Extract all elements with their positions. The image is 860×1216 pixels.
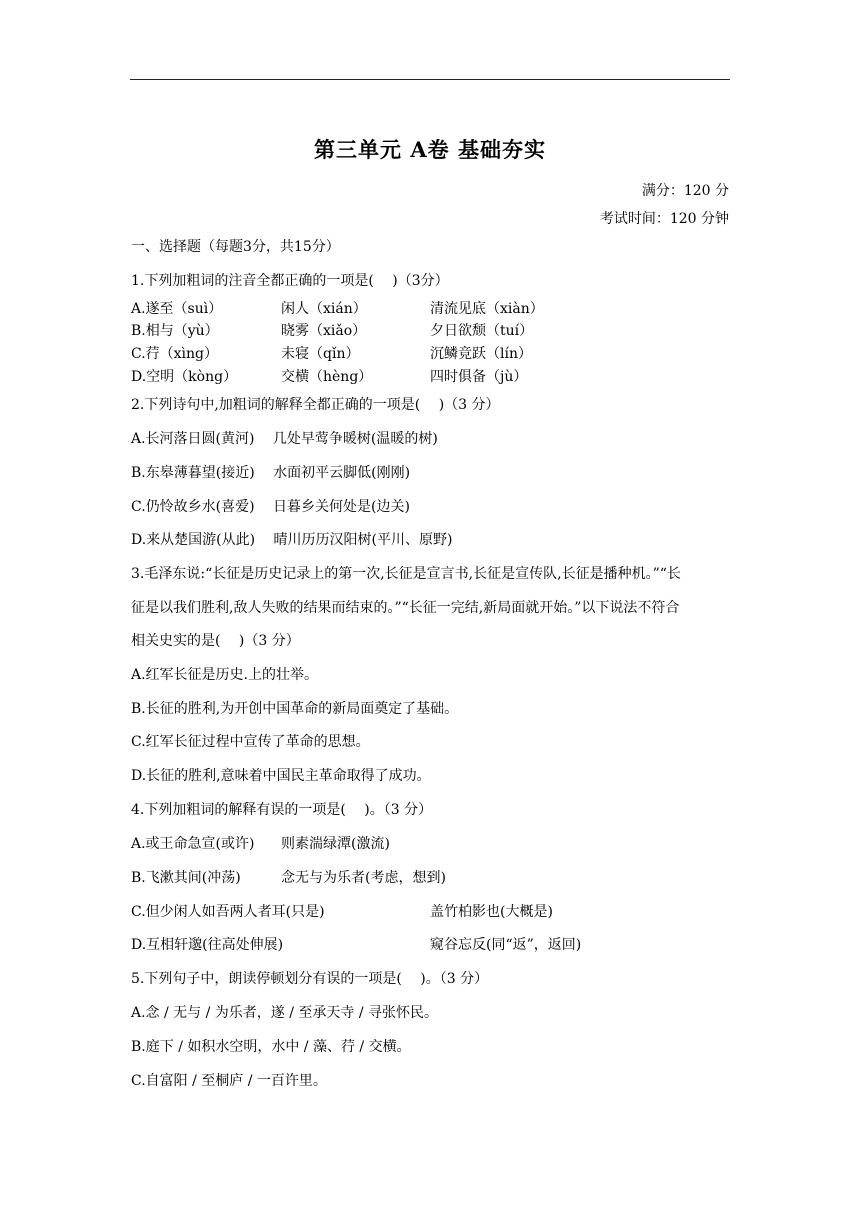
q3-stem-line-2: 征是以我们胜利,敌人失败的结果而结束的。”“长征一完结,新局面就开始。”以下说法不符合	[131, 600, 680, 616]
q4-b-1: B.飞漱其间(冲荡)	[131, 870, 241, 886]
q4-c-1: C.但少闲人如吾两人者耳(只是)	[131, 904, 325, 920]
q4-a-1: A.或王命急宣(或许)	[131, 836, 255, 852]
top-rule	[130, 79, 730, 80]
page-title: 第三单元 A卷 基础夯实	[314, 137, 546, 162]
section-heading: 一、选择题（每题3分，共15分）	[131, 239, 340, 255]
q3-option-a: A.红军长征是历史.上的壮举。	[131, 667, 319, 683]
q1-d-3: 四时俱备（jù）	[430, 369, 528, 385]
exam-time: 考试时间：120 分钟	[599, 211, 729, 227]
q3-stem-line-1: 3.毛泽东说:“长征是历史记录上的第一次,长征是宣言书,长征是宣传队,长征是播种机。”“长	[131, 566, 681, 582]
q1-b-2: 晓雾（xiǎo）	[281, 323, 367, 339]
q5-stem: 5.下列句子中，朗读停顿划分有误的一项是( )。（3 分）	[131, 971, 489, 987]
q1-c-1: C.荇（xìng）	[131, 346, 219, 362]
q2-option-a: A.长河落日圆(黄河) 几处早莺争暖树(温暖的树)	[131, 431, 438, 447]
q2-option-b: B.东皋薄暮望(接近) 水面初平云脚低(刚刚)	[131, 465, 411, 481]
q5-option-b: B.庭下 / 如积水空明，水中 / 藻、荇 / 交横。	[131, 1039, 411, 1055]
q1-a-1: A.遂至（suì）	[131, 301, 223, 317]
q5-option-c: C.自富阳 / 至桐庐 / 一百许里。	[131, 1073, 327, 1089]
q1-stem: 1.下列加粗词的注音全都正确的一项是( )（3分）	[131, 273, 449, 289]
q2-stem: 2.下列诗句中,加粗词的解释全都正确的一项是( )（3 分）	[131, 397, 500, 413]
q2-option-c: C.仍怜故乡水(喜爱) 日暮乡关何处是(边关)	[131, 499, 410, 515]
q2-option-d: D.来从楚国游(从此) 晴川历历汉阳树(平川、原野)	[131, 532, 453, 548]
q3-stem-line-3: 相关史实的是( )（3 分）	[131, 633, 300, 649]
q3-option-c: C.红军长征过程中宣传了革命的思想。	[131, 734, 370, 750]
q4-b-2: 念无与为乐者(考虑，想到)	[281, 870, 446, 886]
q1-a-3: 清流见底（xiàn）	[430, 301, 544, 317]
q4-d-1: D.互相轩邈(往高处伸展)	[131, 937, 284, 953]
q1-d-2: 交横（hèng）	[281, 369, 373, 385]
q1-b-1: B.相与（yù）	[131, 323, 219, 339]
q1-c-2: 未寝（qǐn）	[281, 346, 360, 362]
q4-d-2: 窥谷忘反(同“返”，返回)	[430, 937, 582, 953]
q1-a-2: 闲人（xián）	[281, 301, 367, 317]
q3-option-b: B.长征的胜利,为开创中国革命的新局面奠定了基础。	[131, 701, 459, 717]
q1-c-3: 沉鳞竞跃（lín）	[430, 346, 532, 362]
q1-b-3: 夕日欲颓（tuí）	[430, 323, 534, 339]
q1-d-1: D.空明（kòng）	[131, 369, 238, 385]
q4-stem: 4.下列加粗词的解释有误的一项是( )。（3 分）	[131, 802, 433, 818]
q4-a-2: 则素湍绿潭(激流)	[281, 836, 390, 852]
q4-c-2: 盖竹柏影也(大概是)	[430, 904, 553, 920]
q5-option-a: A.念 / 无与 / 为乐者，遂 / 至承天寺 / 寻张怀民。	[131, 1005, 439, 1021]
total-score: 满分：120 分	[641, 183, 729, 199]
q3-option-d: D.长征的胜利,意味着中国民主革命取得了成功。	[131, 768, 431, 784]
